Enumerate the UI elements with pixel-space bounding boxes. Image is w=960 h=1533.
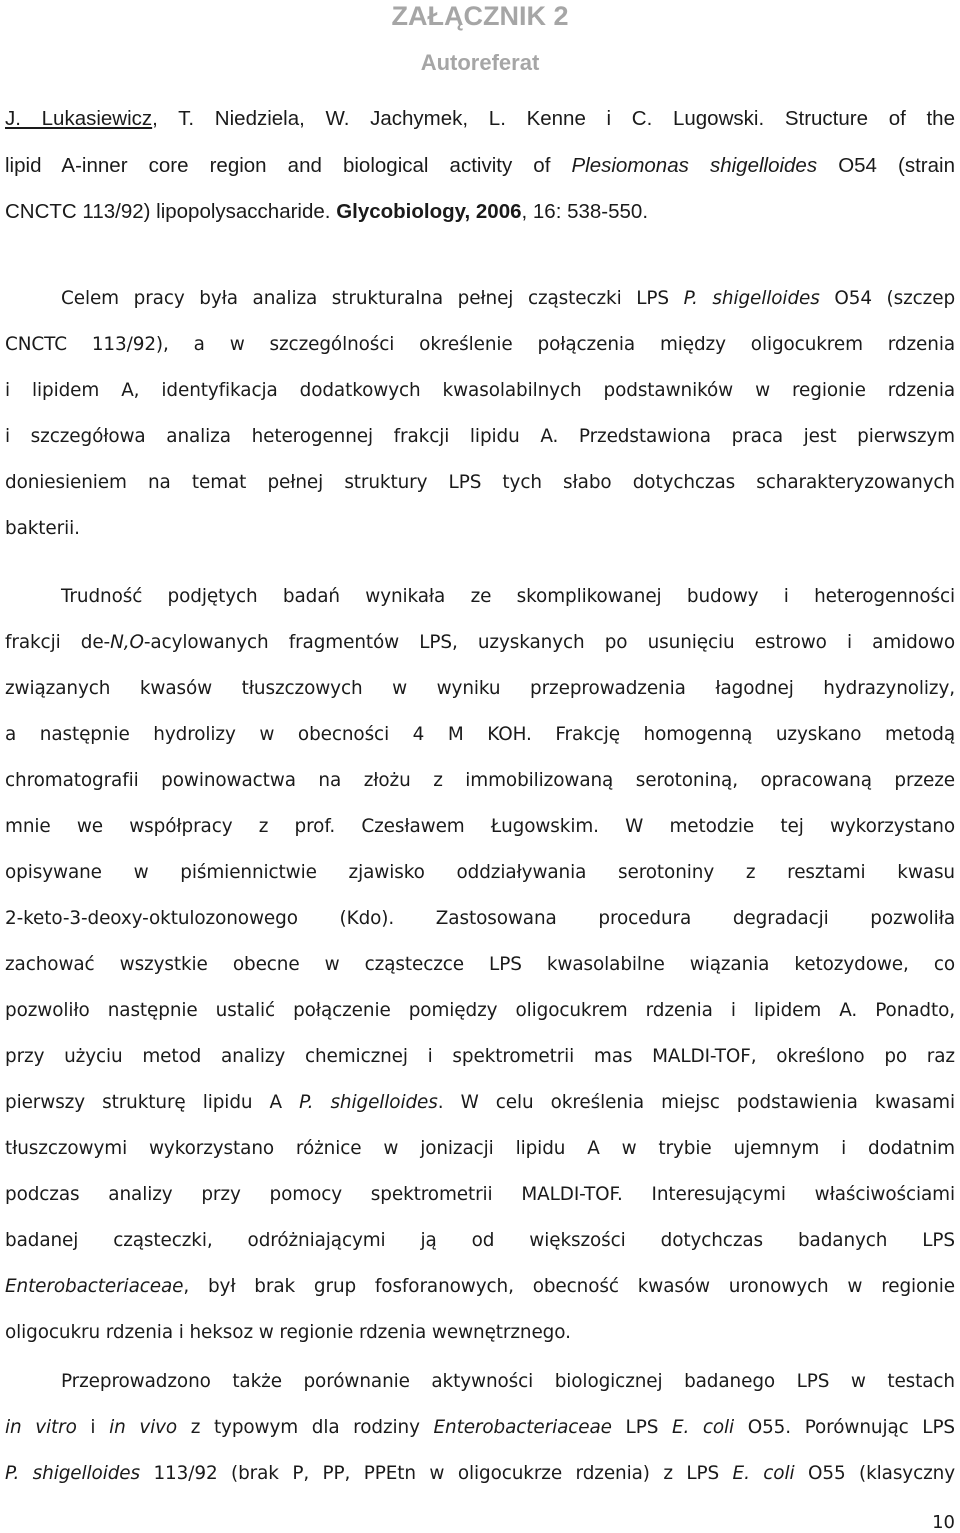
citation-line: lipid A-inner core region and biological activity of Plesiomonas shigelloides O54 (strain (5, 153, 955, 177)
page-number: 10 (932, 1512, 955, 1533)
species-name: P. shigelloides (683, 288, 820, 309)
paragraph-aim: Celem pracy była analiza strukturalna pełnej cząsteczki LPS P. shigelloides O54 (szczep CNCTC 113/92), a w szczególności określenie połączenia między oligocukrem rdzenia i lipidem A, identyfikacja dodatkowych kwasolabilnych podstawników w regionie rdzenia i szczegółowa analiza heterogennej frakcji lipidu A. Przedstawiona praca jest pierwszym doniesieniem na temat pełnej struktury LPS tych słabo dotychczas scharakteryzowanych bakterii. (5, 288, 956, 539)
citation-line: CNCTC 113/92) lipopolysaccharide. Glycobiology, 2006, 16: 538-550. (5, 200, 649, 223)
document-title: ZAŁĄCZNIK 2 (391, 1, 569, 31)
family-name: Enterobacteriaceae (5, 1276, 184, 1297)
citation-authors-underlined: J. Lukasiewicz (5, 107, 153, 130)
citation-line: J. Lukasiewicz, T. Niedziela, W. Jachymek, L. Kenne i C. Lugowski. Structure of the (5, 107, 955, 130)
document-subtitle: Autoreferat (420, 50, 540, 75)
species-name: P. shigelloides (299, 1092, 438, 1113)
paragraph-biological-activity: Przeprowadzono także porównanie aktywności biologicznej badanego LPS w testach in vitro i in vivo z typowym dla rodziny Enterobacteriaceae LPS E. coli O55. Porównując LPS P. shigelloides 113/92 (brak P, PP, PPEtn w oligocukrze rdzenia) z LPS E. coli O55 (klasyczny (5, 1371, 956, 1484)
journal-name: Glycobiology, 2006 (336, 200, 522, 223)
paragraph-methods: Trudność podjętych badań wynikała ze skomplikowanej budowy i heterogenności frakcji de-N,O-acylowanych fragmentów LPS, uzyskanych po usunięciu estrowo i amidowo związanych kwasów tłuszczowych w wyniku przeprowadzenia łagodnej hydrazynolizy, a następnie hydrolizy w obecności 4 M KOH. Frakcję homogenną uzyskano metodą chromatografii powinowactwa na złożu z immobilizowaną serotoniną, opracowaną przeze mnie we współpracy z prof. Czesławem Ługowskim. W metodzie tej wykorzystano opisywane w piśmiennictwie zjawisko oddziaływania serotoniny z resztami kwasu 2-keto-3-deoxy-oktulozonowego (Kdo). Zastosowana procedura degradacji pozwoliła zachować wszystkie obecne w cząsteczce LPS kwasolabilne wiązania ketozydowe, co pozwoliło następnie ustalić połączenie pomiędzy oligocukrem rdzenia i lipidem A. Ponadto, przy użyciu metod analizy chemicznej i spektrometrii mas MALDI-TOF, określono po raz pierwszy strukturę lipidu A P. shigelloides. W celu określenia miejsc podstawienia kwasami tłuszczowymi wykorzystano różnice w jonizacji lipidu A w trybie ujemnym i dodatnim podczas analizy przy pomocy spektrometrii MALDI-TOF. Interesującymi właściwościami badanej cząsteczki, odróżniającymi ją od większości dotychczas badanych LPS Enterobacteriaceae, był brak grup fosforanowych, obecność kwasów uronowych w regionie oligocukru rdzenia i heksoz w regionie rdzenia wewnętrznego. (5, 586, 956, 1343)
citation (5, 96, 955, 236)
species-name: Plesiomonas shigelloides (571, 153, 818, 177)
